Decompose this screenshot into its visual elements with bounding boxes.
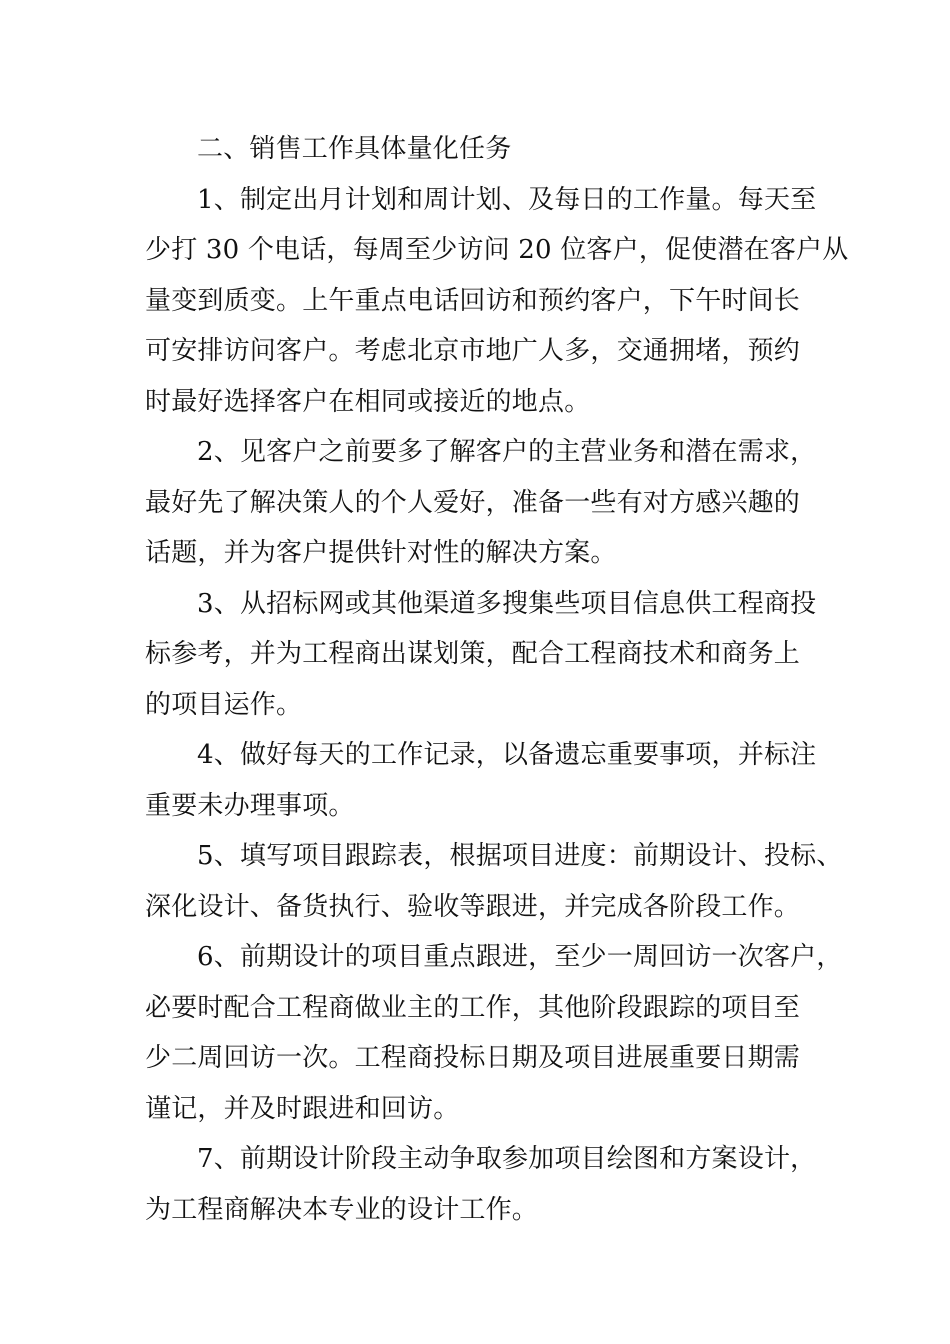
paragraph-line: 量变到质变。上午重点电话回访和预约客户，下午时间长 — [145, 285, 801, 316]
paragraph-line: 必要时配合工程商做业主的工作，其他阶段跟踪的项目至 — [145, 992, 801, 1023]
paragraph-2 — [145, 427, 817, 579]
paragraph-line: 标参考，并为工程商出谋划策，配合工程商技术和商务上 — [145, 639, 801, 669]
paragraph-line: 为工程商解决本专业的设计工作。 — [145, 1194, 539, 1225]
paragraph-line: 4、做好每天的工作记录，以备遗忘重要事项，并标注 — [197, 740, 817, 770]
paragraph-line: 最好先了解决策人的个人爱好，准备一些有对方感兴趣的 — [145, 487, 801, 518]
paragraph-5 — [145, 831, 843, 932]
paragraph-line: 的项目运作。 — [145, 689, 303, 720]
paragraph-line: 少二周回访一次。工程商投标日期及项目进展重要日期需 — [145, 1043, 801, 1073]
paragraph-line: 1、制定出月计划和周计划、及每日的工作量。每天至 — [197, 184, 817, 215]
paragraph-line: 5、填写项目跟踪表，根据项目进度：前期设计、投标、 — [197, 841, 843, 871]
paragraph-line: 话题，并为客户提供针对性的解决方案。 — [145, 538, 617, 568]
paragraph-line: 重要未办理事项。 — [145, 790, 355, 821]
paragraph-4 — [145, 730, 817, 831]
paragraph-line: 深化设计、备货执行、验收等跟进，并完成各阶段工作。 — [145, 891, 801, 922]
paragraph-line: 3、从招标网或其他渠道多搜集些项目信息供工程商投 — [197, 588, 817, 619]
paragraph-line: 少打 30 个电话，每周至少访问 20 位客户，促使潜在客户从 — [145, 235, 849, 265]
paragraph-line: 7、前期设计阶段主动争取参加项目绘图和方案设计， — [197, 1144, 817, 1174]
paragraph-line: 2、见客户之前要多了解客户的主营业务和潜在需求， — [197, 437, 817, 467]
paragraph-6 — [145, 932, 843, 1134]
paragraph-3 — [145, 579, 817, 731]
paragraph-line: 6、前期设计的项目重点跟进，至少一周回访一次客户， — [197, 942, 843, 972]
paragraph-1 — [145, 175, 849, 428]
paragraph-7 — [145, 1134, 817, 1235]
paragraph-line: 谨记，并及时跟进和回访。 — [145, 1093, 460, 1124]
section-heading: 二、销售工作具体量化任务 — [197, 134, 512, 164]
paragraph-line: 可安排访问客户。考虑北京市地广人多，交通拥堵，预约 — [145, 336, 801, 366]
paragraph-line: 时最好选择客户在相同或接近的地点。 — [145, 386, 591, 417]
document-body — [145, 124, 849, 1235]
